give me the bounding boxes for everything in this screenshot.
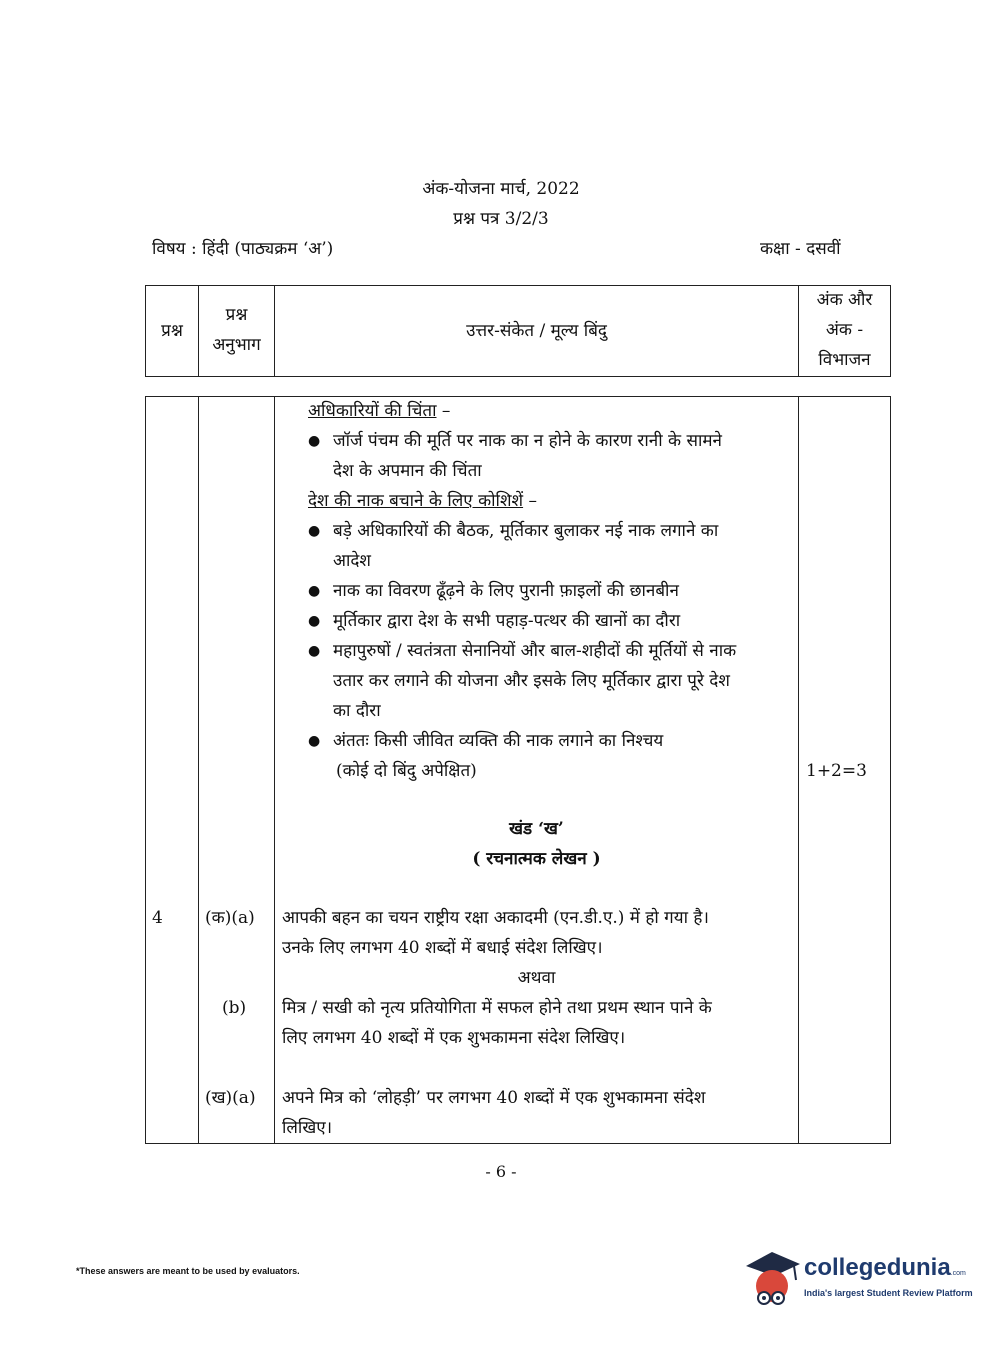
col-section-header-1: प्रश्न: [225, 305, 248, 325]
answer-point-2-line-2: आदेश: [333, 551, 371, 571]
answer-point-1-line-2: देश के अपमान की चिंता: [333, 461, 482, 481]
section-subtitle: ( रचनात्मक लेखन ): [472, 849, 601, 869]
subject-label: विषय : हिंदी (पाठ्यक्रम ‘अ’): [152, 239, 334, 259]
bullet-dot: ●: [308, 613, 321, 629]
collegedunia-logo: [742, 1248, 972, 1312]
bullet-dot: ●: [308, 523, 321, 539]
answer-point-3: नाक का विवरण ढूँढ़ने के लिए पुरानी फ़ाइलों की छानबीन: [333, 581, 679, 601]
answer-point-6: अंततः किसी जीवित व्यक्ति की नाक लगाने का निश्चय: [333, 731, 664, 751]
question-label-kha-a: (ख)(a): [205, 1088, 256, 1108]
answer-heading-2: देश की नाक बचाने के लिए कोशिशें –: [308, 491, 537, 511]
marks-value: 1+2=3: [806, 761, 867, 781]
question-kha-a-line-2: लिखिए।: [282, 1118, 333, 1138]
col-marks-header-3: विभाजन: [818, 350, 871, 370]
question-number: 4: [152, 908, 163, 928]
col-answer-header: उत्तर-संकेत / मूल्य बिंदु: [466, 321, 607, 341]
document-title: अंक-योजना मार्च, 2022: [422, 179, 580, 199]
question-b-line-2: लिए लगभग 40 शब्दों में एक शुभकामना संदेश लिखिए।: [282, 1028, 626, 1048]
question-b-line-1: मित्र / सखी को नृत्य प्रतियोगिता में सफल होने तथा प्रथम स्थान पाने के: [282, 998, 712, 1018]
col-marks-header-2: अंक -: [825, 320, 864, 340]
mascot-icon: [742, 1248, 802, 1312]
bullet-dot: ●: [308, 733, 321, 749]
question-label-ka-a: (क)(a): [205, 908, 255, 928]
answer-point-5-line-3: का दौरा: [333, 701, 381, 721]
class-label: कक्षा - दसवीं: [760, 239, 841, 259]
question-ka-a-line-1: आपकी बहन का चयन राष्ट्रीय रक्षा अकादमी (एन.डी.ए.) में हो गया है।: [282, 908, 709, 928]
bullet-dot: ●: [308, 583, 321, 599]
question-ka-a-line-2: उनके लिए लगभग 40 शब्दों में बधाई संदेश लिखिए।: [282, 938, 603, 958]
answer-heading-1: अधिकारियों की चिंता –: [308, 401, 451, 421]
paper-code: प्रश्न पत्र 3/2/3: [453, 209, 549, 229]
page-number: - 6 -: [485, 1162, 517, 1181]
bullet-dot: ●: [308, 433, 321, 449]
bullet-dot: ●: [308, 643, 321, 659]
section-title: खंड ‘ख’: [509, 819, 564, 839]
question-label-b: (b): [222, 998, 247, 1018]
col-marks-header-1: अंक और: [816, 290, 873, 310]
col-question-header: प्रश्न: [161, 321, 183, 341]
logo-wordmark: collegedunia.com: [804, 1254, 966, 1281]
question-kha-a-line-1: अपने मित्र को ‘लोहड़ी’ पर लगभग 40 शब्दों में एक शुभकामना संदेश: [282, 1088, 706, 1108]
logo-tagline: India's largest Student Review Platform: [804, 1288, 973, 1298]
evaluator-footnote: *These answers are meant to be used by evaluators.: [76, 1266, 300, 1276]
answer-point-5-line-1: महापुरुषों / स्वतंत्रता सेनानियों और बाल-शहीदों की मूर्तियों से नाक: [333, 641, 737, 661]
answer-point-2-line-1: बड़े अधिकारियों की बैठक, मूर्तिकार बुलाकर नई नाक लगाने का: [333, 521, 719, 541]
or-divider: अथवा: [517, 968, 556, 988]
answer-note: (कोई दो बिंदु अपेक्षित): [336, 761, 477, 781]
col-section-header-2: अनुभाग: [212, 335, 261, 355]
answer-point-1-line-1: जॉर्ज पंचम की मूर्ति पर नाक का न होने के कारण रानी के सामने: [333, 431, 722, 451]
answer-point-5-line-2: उतार कर लगाने की योजना और इसके लिए मूर्तिकार द्वारा पूरे देश: [333, 671, 730, 691]
answer-point-4: मूर्तिकार द्वारा देश के सभी पहाड़-पत्थर की खानों का दौरा: [333, 611, 681, 631]
